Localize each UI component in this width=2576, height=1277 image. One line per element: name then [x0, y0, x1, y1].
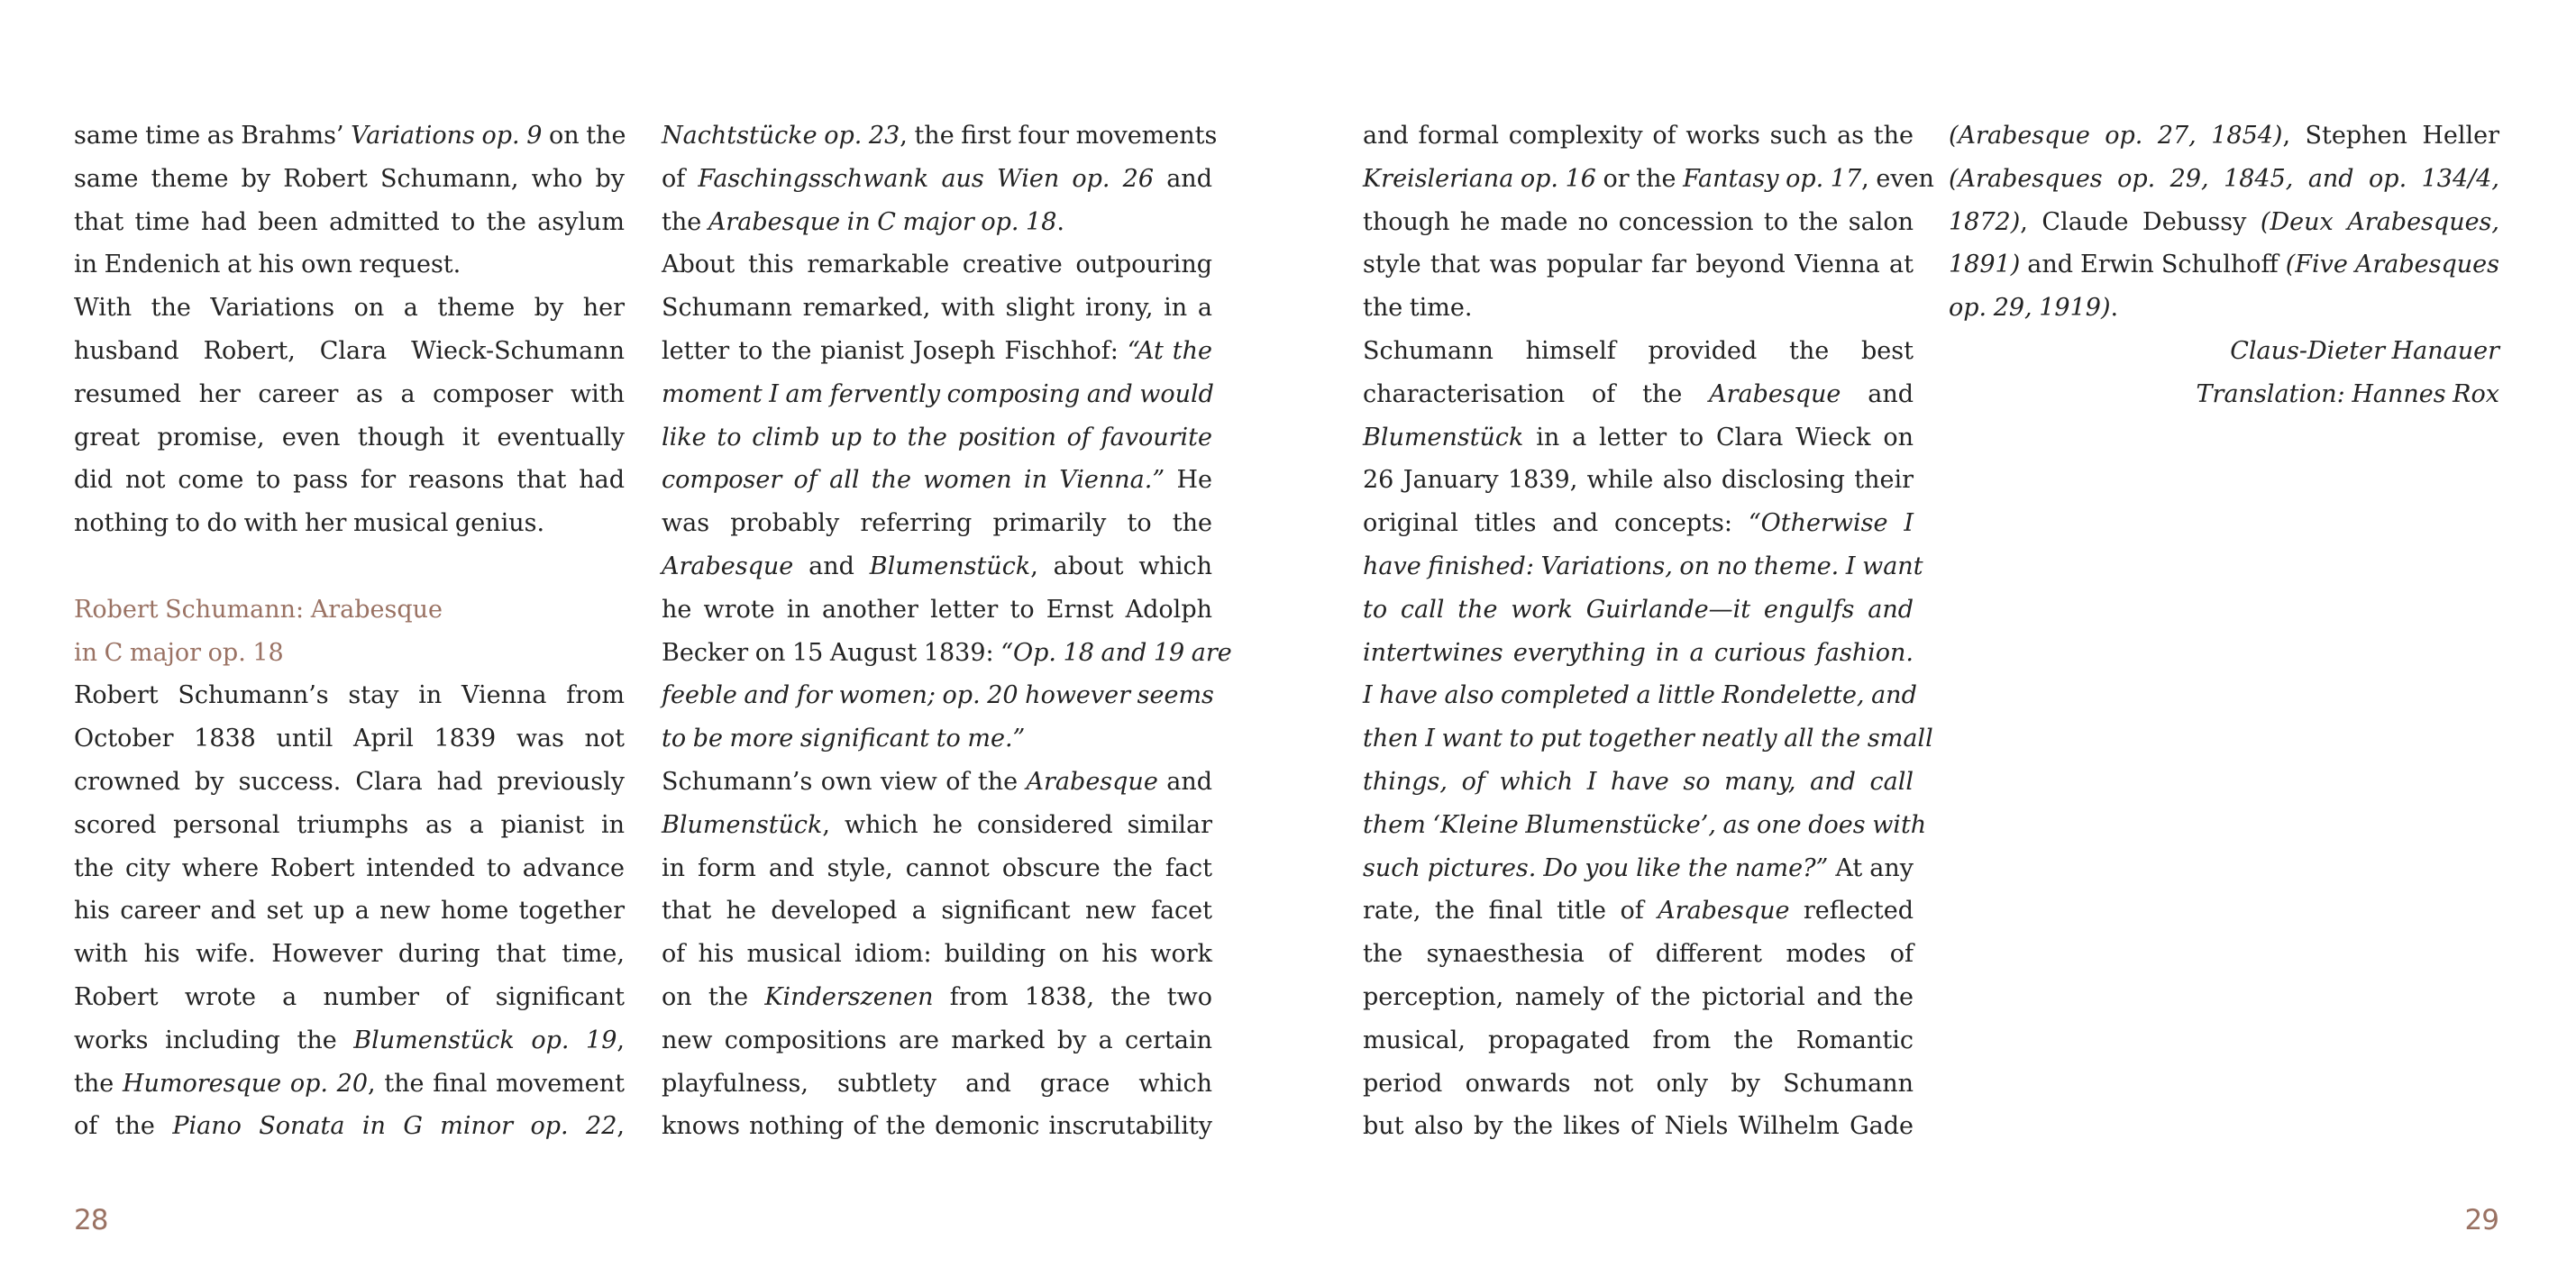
text-line	[662, 889, 1212, 933]
text-line	[1363, 459, 1914, 502]
text-run: and Erwin Schulhoff	[2020, 251, 2286, 279]
text-run: , even	[1861, 164, 1934, 193]
text-line	[74, 761, 625, 804]
text-line	[74, 976, 625, 1019]
text-run: ,	[617, 1026, 625, 1054]
italic-run: I have also completed a little Rondelette, and	[1363, 681, 1917, 710]
italic-run: (Five Arabesques	[2285, 251, 2499, 279]
italic-run: Blumenstück	[869, 552, 1031, 580]
text-line	[1363, 545, 1923, 588]
text-run: of	[662, 164, 699, 193]
italic-run: (Deux Arabesques,	[2260, 207, 2499, 236]
text-line	[662, 373, 1212, 416]
text-run: in C major op. 18	[74, 638, 284, 667]
text-run: playfulness, subtlety and grace which	[662, 1069, 1212, 1098]
text-line	[662, 201, 1212, 244]
text-line	[1363, 502, 1914, 545]
text-run: husband Robert, Clara Wieck-Schumann	[74, 336, 625, 365]
italic-run: (Arabesque op. 27, 1854)	[1949, 122, 2283, 150]
text-run: same time as Brahms’	[74, 122, 352, 150]
column-2	[662, 114, 1232, 1148]
text-run: Schumann’s own view of the	[662, 767, 1027, 796]
text-line	[1363, 373, 1914, 416]
text-run: in form and style, cannot obscure the fact	[662, 853, 1212, 882]
signature-line	[1949, 373, 2499, 416]
text-run: with his wife. However during that time,	[74, 940, 625, 969]
text-line	[74, 459, 625, 502]
page-number-left: 28	[74, 1204, 108, 1236]
text-run: and	[1154, 164, 1212, 193]
text-line	[74, 847, 625, 890]
text-line	[1363, 588, 1914, 632]
italic-run: to be more significant to me.”	[662, 725, 1026, 753]
italic-run: Claus-Dieter Hanauer	[2230, 336, 2499, 365]
text-line	[1363, 416, 1914, 460]
italic-run: Arabesque	[1026, 767, 1158, 796]
text-line	[1363, 889, 1914, 933]
text-run: nothing to do with her musical genius.	[74, 509, 545, 538]
text-run: crowned by success. Clara had previously	[74, 767, 625, 796]
text-line	[74, 373, 625, 416]
italic-run: “Otherwise I	[1748, 509, 1914, 538]
text-line	[74, 416, 625, 460]
text-line	[1363, 632, 1914, 675]
text-run: , Claude Debussy	[2020, 207, 2261, 236]
text-line	[74, 717, 625, 761]
text-line	[662, 761, 1212, 804]
text-run: in a letter to Clara Wieck on	[1523, 423, 1914, 452]
text-line	[662, 416, 1212, 460]
text-run: same theme by Robert Schumann, who by	[74, 164, 625, 193]
text-line	[74, 330, 625, 373]
italic-run: them ‘Kleine Blumenstücke’, as one does with	[1363, 810, 1927, 839]
text-run: Robert Schumann’s stay in Vienna from	[74, 681, 625, 710]
text-run: With the Variations on a theme by her	[74, 294, 625, 323]
text-line	[662, 287, 1212, 330]
italic-run: intertwines everything in a curious fashion.	[1363, 638, 1914, 667]
text-run: He	[1165, 466, 1212, 495]
italic-run: Arabesque	[1658, 897, 1790, 926]
italic-run: Piano Sonata in G minor op. 22	[172, 1112, 617, 1141]
text-run: musical, propagated from the Romantic	[1363, 1026, 1914, 1054]
text-line	[1363, 114, 1914, 158]
italic-run: things, of which I have so many, and call	[1363, 767, 1914, 796]
text-run: resumed her career as a composer with	[74, 379, 625, 408]
text-run: Schumann himself provided the best	[1363, 336, 1914, 365]
italic-run: Faschingsschwank aus Wien op. 26	[698, 164, 1155, 193]
italic-run: Kreisleriana op. 16	[1363, 164, 1596, 193]
text-run: 26 January 1839, while also disclosing their	[1363, 466, 1914, 495]
text-run: and formal complexity of works such as the	[1363, 122, 1914, 150]
italic-run: Arabesque	[662, 552, 794, 580]
text-run: and	[1841, 379, 1914, 408]
text-run: new compositions are marked by a certain	[662, 1026, 1212, 1054]
text-line	[74, 1105, 625, 1148]
text-run: on the	[542, 122, 626, 150]
text-line	[1949, 114, 2499, 158]
text-run: , the first four movements	[900, 122, 1218, 150]
text-line	[662, 847, 1212, 890]
italic-run: (Arabesques op. 29, 1845, and op. 134/4,	[1949, 164, 2499, 193]
text-line	[662, 804, 1212, 847]
right-page	[1288, 0, 2576, 1277]
text-run: the	[662, 207, 708, 236]
text-run: in Endenich at his own request.	[74, 251, 461, 279]
text-line	[1949, 287, 2499, 330]
text-run: letter to the pianist Joseph Fischhof:	[662, 336, 1128, 365]
text-line	[1949, 243, 2499, 287]
text-run: , Stephen Heller	[2282, 122, 2499, 150]
text-run: At any	[1828, 853, 1914, 882]
text-line	[74, 287, 625, 330]
text-line	[74, 502, 625, 545]
text-run: scored personal triumphs as a pianist in	[74, 810, 625, 839]
text-run: did not come to pass for reasons that had	[74, 466, 625, 495]
text-run: works including the	[74, 1026, 354, 1054]
text-run: the	[74, 1069, 123, 1098]
section-heading-line	[74, 588, 625, 632]
text-line	[1363, 158, 1934, 201]
text-line	[662, 1063, 1212, 1106]
column-4	[1949, 114, 2499, 416]
text-line	[74, 804, 625, 847]
text-line	[1363, 847, 1914, 890]
text-run: on the	[662, 982, 765, 1011]
text-run: the time.	[1363, 294, 1473, 323]
text-line	[1949, 201, 2499, 244]
text-run: and	[793, 552, 870, 580]
text-run: original titles and concepts:	[1363, 509, 1749, 538]
text-run: , the final movement	[368, 1069, 625, 1098]
text-run: of his musical idiom: building on his work	[662, 940, 1212, 969]
signature-line	[1949, 330, 2499, 373]
text-run: Robert wrote a number of significant	[74, 982, 625, 1011]
text-run: Becker on 15 August 1839:	[662, 638, 1001, 667]
italic-run: like to climb up to the position of favourite	[662, 423, 1212, 452]
italic-run: then I want to put together neatly all the small	[1363, 725, 1933, 753]
text-run: style that was popular far beyond Vienna at	[1363, 251, 1914, 279]
text-line	[1363, 1063, 1914, 1106]
text-run: that time had been admitted to the asylum	[74, 207, 625, 236]
italic-run: Nachtstücke op. 23	[662, 122, 900, 150]
text-line	[1363, 717, 1933, 761]
italic-run: Humoresque op. 20	[122, 1069, 369, 1098]
text-line	[74, 1019, 625, 1063]
text-line	[74, 201, 625, 244]
text-run: Schumann remarked, with slight irony, in a	[662, 294, 1212, 323]
text-run: Robert Schumann: Arabesque	[74, 595, 443, 624]
text-line	[662, 243, 1212, 287]
text-run: period onwards not only by Schumann	[1363, 1069, 1914, 1098]
text-line	[1363, 287, 1914, 330]
text-run: the synaesthesia of different modes of	[1363, 940, 1914, 969]
text-run: knows nothing of the demonic inscrutability	[662, 1112, 1212, 1141]
text-run: his career and set up a new home together	[74, 897, 625, 926]
text-line	[662, 459, 1212, 502]
italic-run: “At the	[1127, 336, 1212, 365]
text-run: or the	[1595, 164, 1684, 193]
italic-run: “Op. 18 and 19 are	[1000, 638, 1232, 667]
text-run: that he developed a significant new facet	[662, 897, 1212, 926]
text-run: characterisation of the	[1363, 379, 1710, 408]
text-run: rate, the final title of	[1363, 897, 1658, 926]
text-line	[662, 976, 1212, 1019]
italic-run: Translation: Hannes Rox	[2196, 379, 2499, 408]
section-heading-line	[74, 632, 625, 675]
text-line	[74, 158, 625, 201]
text-run: he wrote in another letter to Ernst Adolph	[662, 595, 1212, 624]
text-run: perception, namely of the pictorial and the	[1363, 982, 1914, 1011]
text-line	[74, 674, 625, 717]
italic-run: such pictures. Do you like the name?”	[1363, 853, 1829, 882]
italic-run: Variations op. 9	[351, 122, 543, 150]
text-run: About this remarkable creative outpouring	[662, 251, 1212, 279]
text-line	[662, 632, 1232, 675]
text-line	[662, 933, 1212, 976]
text-run: of the	[74, 1112, 173, 1141]
text-run: ,	[617, 1112, 625, 1141]
italic-run: 1872)	[1949, 207, 2021, 236]
text-run: great promise, even though it eventually	[74, 423, 625, 452]
text-run: .	[2110, 294, 2119, 323]
italic-run: have finished: Variations, on no theme. I want	[1363, 552, 1923, 580]
text-run: and	[1157, 767, 1212, 796]
text-run: from 1838, the two	[933, 982, 1212, 1011]
text-run: the city where Robert intended to advance	[74, 853, 625, 882]
text-line	[74, 889, 625, 933]
italic-run: 1891)	[1949, 251, 2021, 279]
italic-run: to call the work Guirlande—it engulfs and	[1363, 595, 1914, 624]
text-line	[74, 243, 625, 287]
column-1	[74, 114, 625, 1148]
text-line	[662, 330, 1212, 373]
text-line	[662, 158, 1212, 201]
text-line	[1363, 804, 1927, 847]
text-line	[662, 717, 1212, 761]
text-line	[1363, 243, 1914, 287]
text-line	[1363, 1019, 1914, 1063]
text-line	[1363, 201, 1914, 244]
text-line	[1363, 1105, 1914, 1148]
text-line	[1363, 933, 1914, 976]
italic-run: Blumenstück op. 19	[353, 1026, 617, 1054]
text-run: was probably referring primarily to the	[662, 509, 1212, 538]
text-line	[1363, 330, 1914, 373]
text-line	[662, 114, 1218, 158]
text-run: though he made no concession to the salon	[1363, 207, 1914, 236]
text-line	[662, 674, 1212, 717]
italic-run: Arabesque	[1709, 379, 1841, 408]
text-line	[1363, 761, 1914, 804]
text-line	[1363, 674, 1917, 717]
text-run: , which he considered similar	[822, 810, 1212, 839]
italic-run: moment I am fervently composing and would	[662, 379, 1214, 408]
column-3	[1363, 114, 1934, 1148]
italic-run: op. 29, 1919)	[1949, 294, 2111, 323]
italic-run: Blumenstück	[1363, 423, 1524, 452]
italic-run: Kinderszenen	[764, 982, 934, 1011]
text-line	[1363, 976, 1914, 1019]
text-run: October 1838 until April 1839 was not	[74, 725, 625, 753]
text-line	[662, 502, 1212, 545]
page-number-right: 29	[2464, 1204, 2498, 1236]
italic-run: Fantasy op. 17	[1683, 164, 1862, 193]
text-line	[74, 1063, 625, 1106]
italic-run: composer of all the women in Vienna.”	[662, 466, 1165, 495]
text-line	[74, 114, 625, 158]
text-line	[662, 588, 1212, 632]
italic-run: feeble and for women; op. 20 however seems	[662, 681, 1214, 710]
text-run: .	[1056, 207, 1064, 236]
italic-run: Arabesque in C major op. 18	[708, 207, 1057, 236]
text-line	[1949, 158, 2499, 201]
blank-line	[74, 545, 625, 588]
text-line	[74, 933, 625, 976]
italic-run: Blumenstück	[662, 810, 823, 839]
text-run: reflected	[1789, 897, 1914, 926]
text-line	[662, 1019, 1212, 1063]
text-line	[662, 1105, 1212, 1148]
text-run: but also by the likes of Niels Wilhelm Gade	[1363, 1112, 1914, 1141]
text-run: , about which	[1030, 552, 1212, 580]
text-line	[662, 545, 1212, 588]
